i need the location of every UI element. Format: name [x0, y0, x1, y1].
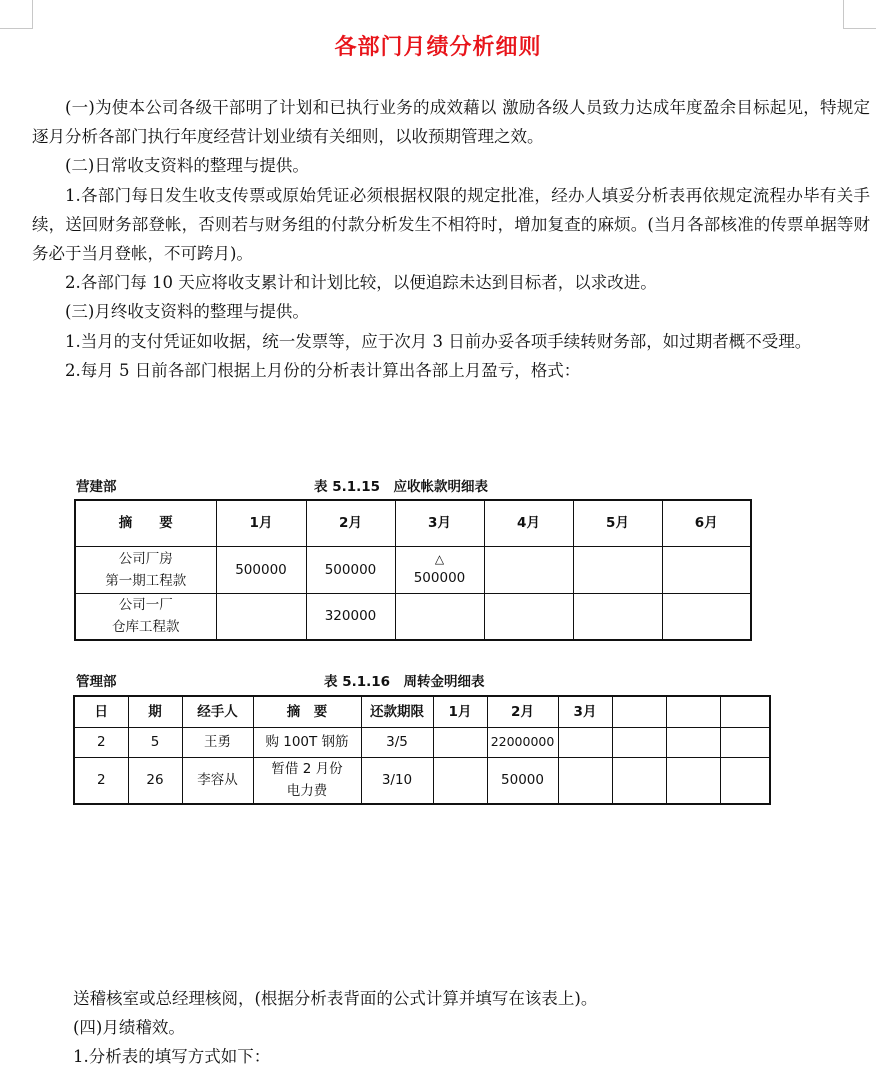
- body-text: [32, 93, 870, 385]
- handler-cell: 王勇: [182, 727, 253, 757]
- day-cell: 5: [128, 727, 182, 757]
- amount-value: 500000: [413, 569, 466, 586]
- column-header: [612, 696, 666, 727]
- page-corner-marker: [0, 0, 33, 29]
- empty-cell: [612, 727, 666, 757]
- amount-cell: [395, 593, 484, 640]
- amount-cell: [433, 757, 487, 804]
- table1-caption: 表 5.1.15 应收帐款明细表: [314, 479, 489, 495]
- summary-line: 公司一厂: [118, 597, 173, 614]
- column-header: 1月: [433, 696, 487, 727]
- month-cell: 2: [74, 757, 128, 804]
- amount-cell: [395, 546, 484, 593]
- column-header: 2月: [487, 696, 558, 727]
- column-header: [666, 696, 720, 727]
- summary-line: 公司厂房: [118, 550, 173, 567]
- column-header: 摘 要: [75, 500, 216, 546]
- day-cell: 26: [128, 757, 182, 804]
- column-header: 还款期限: [361, 696, 433, 727]
- amount-cell: 320000: [306, 593, 395, 640]
- summary-line: 电力费: [286, 783, 328, 800]
- column-header: 摘 要: [253, 696, 361, 727]
- table-row: [74, 757, 770, 804]
- amount-cell: 500000: [216, 546, 306, 593]
- table-header-row: [74, 696, 770, 727]
- bottom-text: [73, 984, 863, 1072]
- summary-cell: 购 100T 钢筋: [253, 727, 361, 757]
- amount-cell: [573, 546, 662, 593]
- paragraph: 2.各部门每 10 天应将收支累计和计划比较，以便追踪未达到目标者，以求改进。: [65, 273, 657, 293]
- amount-cell: [558, 727, 612, 757]
- empty-cell: [666, 727, 720, 757]
- revolving-fund-table: [73, 695, 771, 805]
- table-row: [74, 727, 770, 757]
- due-cell: 3/10: [361, 757, 433, 804]
- amount-cell: 50000: [487, 757, 558, 804]
- table1-dept-label: 营建部: [76, 479, 117, 495]
- page-corner-marker: [843, 0, 876, 29]
- amount-cell: [484, 593, 573, 640]
- paragraph: 2.每月 5 日前各部门根据上月份的分析表计算出各部上月盈亏，格式：: [65, 360, 581, 380]
- summary-cell: [75, 546, 216, 593]
- paragraph: (一)为使本公司各级干部明了计划和已执行业务的成效藉以 激励各级人员致力达成年度盈余目标起见，特规定逐月分析各部门执行年度经营计划业绩有关细则，以收预期管理之效。: [32, 98, 870, 147]
- table2-caption: 表 5.1.16 周转金明细表: [324, 674, 485, 690]
- amount-cell: [433, 727, 487, 757]
- table-row: [75, 546, 751, 593]
- amount-cell: [558, 757, 612, 804]
- summary-line: 暂借 2 月份: [271, 761, 343, 778]
- column-header: 3月: [558, 696, 612, 727]
- due-cell: 3/5: [361, 727, 433, 757]
- table-header-row: [75, 500, 751, 546]
- paragraph: 送稽核室或总经理核阅，(根据分析表背面的公式计算并填写在该表上)。: [73, 989, 598, 1008]
- amount-cell: [216, 593, 306, 640]
- paragraph: 1.分析表的填写方式如下：: [73, 1047, 271, 1067]
- column-header: 日: [74, 696, 128, 727]
- document-title: 各部门月绩分析细则: [334, 35, 542, 60]
- column-header: [720, 696, 770, 727]
- empty-cell: [666, 757, 720, 804]
- column-header: 3月: [395, 500, 484, 546]
- column-header: 1月: [216, 500, 306, 546]
- paragraph: (三)月终收支资料的整理与提供。: [65, 302, 309, 322]
- amount-cell: [573, 593, 662, 640]
- summary-cell: [75, 593, 216, 640]
- table2-dept-label: 管理部: [76, 674, 117, 690]
- column-header: 经手人: [182, 696, 253, 727]
- month-cell: 2: [74, 727, 128, 757]
- column-header: 2月: [306, 500, 395, 546]
- triangle-mark: △: [434, 551, 445, 566]
- paragraph: (四)月绩稽效。: [73, 1018, 185, 1038]
- summary-cell: [253, 757, 361, 804]
- handler-cell: 李容从: [182, 757, 253, 804]
- column-header: 期: [128, 696, 182, 727]
- empty-cell: [720, 757, 770, 804]
- empty-cell: [612, 757, 666, 804]
- receivables-table: [74, 499, 752, 641]
- paragraph: (二)日常收支资料的整理与提供。: [65, 156, 309, 176]
- empty-cell: [720, 727, 770, 757]
- amount-cell: 500000: [306, 546, 395, 593]
- column-header: 4月: [484, 500, 573, 546]
- paragraph: 1.当月的支付凭证如收据，统一发票等，应于次月 3 日前办妥各项手续转财务部，如过期者概不受理。: [65, 331, 812, 351]
- amount-cell: [662, 546, 751, 593]
- column-header: 5月: [573, 500, 662, 546]
- column-header: 6月: [662, 500, 751, 546]
- table-row: [75, 593, 751, 640]
- paragraph: 1.各部门每日发生收支传票或原始凭证必须根据权限的规定批准，经办人填妥分析表再依规定流程办毕有关手续，送回财务部登帐，否则若与财务组的付款分析发生不相符时，增加复查的麻烦。(当月各部核准的传票单据等财务必于当月登帐，不可跨月)。: [32, 185, 870, 264]
- amount-cell: [662, 593, 751, 640]
- amount-cell: 22000000: [487, 727, 558, 757]
- summary-line: 第一期工程款: [105, 572, 187, 589]
- amount-cell: [484, 546, 573, 593]
- summary-line: 仓库工程款: [112, 619, 180, 636]
